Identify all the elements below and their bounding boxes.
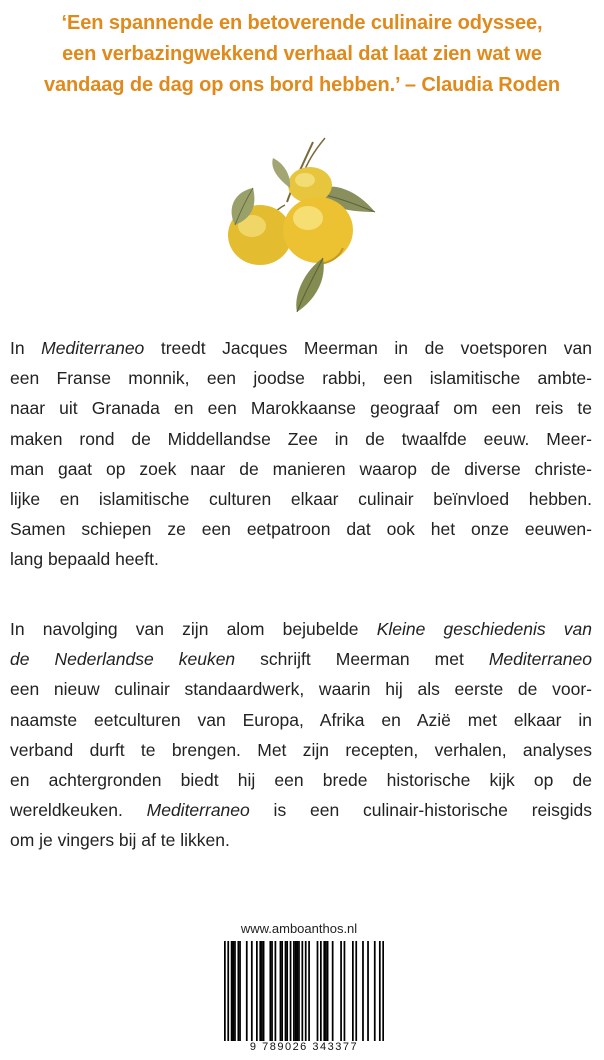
barcode-bar — [234, 941, 236, 1049]
barcode-bar — [224, 941, 226, 1049]
barcode-bar — [259, 941, 261, 1049]
text-line: een nieuw culinair standaardwerk, waarin hij als eerste de voor- — [10, 679, 592, 700]
book-title: Kleine geschiedenis van — [376, 619, 592, 639]
barcode-bar — [323, 941, 325, 1049]
text-line: de Nederlandse keuken schrijft Meerman met Mediterraneo — [10, 649, 592, 670]
description-paragraph-2 — [10, 614, 592, 856]
barcode-bar — [367, 941, 369, 1049]
barcode-bar — [317, 941, 319, 1049]
barcode-bar — [281, 941, 283, 1049]
text-line: In navolging van zijn alom bejubelde Kleine geschiedenis van — [10, 619, 592, 639]
text-line: naar uit Granada en een Marokkaanse geograaf om een reis te — [10, 398, 592, 419]
lemon-illustration — [215, 130, 385, 315]
barcode-bar — [269, 941, 271, 1049]
barcode-bar — [285, 941, 287, 1049]
text-line: naamste eetculturen van Europa, Afrika en Azië met elkaar in — [10, 709, 592, 730]
barcode-bar — [352, 941, 354, 1049]
barcode-bar — [256, 941, 258, 1049]
barcode-bar — [298, 941, 300, 1049]
barcode-bar — [374, 941, 376, 1049]
barcode-bar — [344, 941, 346, 1049]
barcode-bar — [320, 941, 322, 1049]
barcode-bar — [237, 941, 239, 1049]
text-line: lijke en islamitische culturen elkaar culinair beïnvloed hebben. — [10, 489, 592, 510]
barcode-bar — [332, 941, 334, 1049]
book-title: Mediterraneo — [146, 800, 250, 821]
isbn-number: 9 789026 343377 — [224, 1041, 384, 1053]
barcode-bar — [246, 941, 248, 1049]
barcode-bar — [293, 941, 295, 1049]
barcode-bar — [362, 941, 364, 1049]
text-line: wereldkeuken. Mediterraneo is een culinair-historische reisgids — [10, 800, 592, 821]
book-title: Mediterraneo — [488, 649, 592, 670]
barcode-bar — [305, 941, 307, 1049]
book-title: de Nederlandse keuken — [10, 649, 236, 670]
text-line: In Mediterraneo treedt Jacques Meerman in de voetsporen van — [10, 338, 592, 358]
publisher-website[interactable]: www.amboanthos.nl — [240, 921, 358, 936]
barcode-bar — [286, 941, 288, 1049]
barcode-bar — [275, 941, 277, 1049]
barcode-bar — [263, 941, 265, 1049]
barcode-bar — [355, 941, 357, 1049]
barcode-bar — [308, 941, 310, 1049]
barcode-bar — [261, 941, 263, 1049]
barcode-bar — [382, 941, 384, 1049]
text-line: een Franse monnik, een joodse rabbi, een islamitische ambte- — [10, 368, 592, 389]
text-line: Samen schiepen ze een eetpatroon dat ook het onze eeuwen- — [10, 519, 592, 540]
text-line: verband durft te brengen. Met zijn recepten, verhalen, analyses — [10, 739, 592, 760]
text-line: om je vingers bij af te likken. — [10, 830, 230, 851]
barcode-bar — [295, 941, 297, 1049]
barcode-bar — [227, 941, 229, 1049]
barcode-bar — [325, 941, 327, 1049]
barcode-bar — [231, 941, 233, 1049]
barcode-bar — [290, 941, 292, 1049]
quote-line: ‘Een spannende en betoverende culinaire odyssee, — [61, 12, 543, 34]
text-line: maken rond de Middellandse Zee in de twaalfde eeuw. Meer- — [10, 428, 592, 449]
quote-line: een verbazingwekkend verhaal dat laat zien wat we — [62, 43, 542, 65]
barcode-bar — [340, 941, 342, 1049]
isbn-barcode — [224, 941, 384, 1049]
barcode-bar — [327, 941, 329, 1049]
barcode-bar — [379, 941, 381, 1049]
text-line: lang bepaald heeft. — [10, 549, 159, 570]
barcode-bar — [251, 941, 253, 1049]
text-line: en achtergronden biedt hij een brede historische kijk op de — [10, 770, 592, 791]
text-line: man gaat op zoek naar de manieren waarop de diverse christe- — [10, 458, 592, 479]
quote-line: vandaag de dag op ons bord hebben.’ – Claudia Roden — [43, 74, 561, 96]
barcode-bar — [301, 941, 303, 1049]
barcode-bar — [239, 941, 241, 1049]
review-quote — [0, 8, 604, 101]
description-paragraph-1 — [10, 333, 592, 575]
barcode-bar — [280, 941, 282, 1049]
barcode-bar — [232, 941, 234, 1049]
barcode-bar — [271, 941, 273, 1049]
barcode-bar — [296, 941, 298, 1049]
book-title: Mediterraneo — [41, 338, 145, 358]
